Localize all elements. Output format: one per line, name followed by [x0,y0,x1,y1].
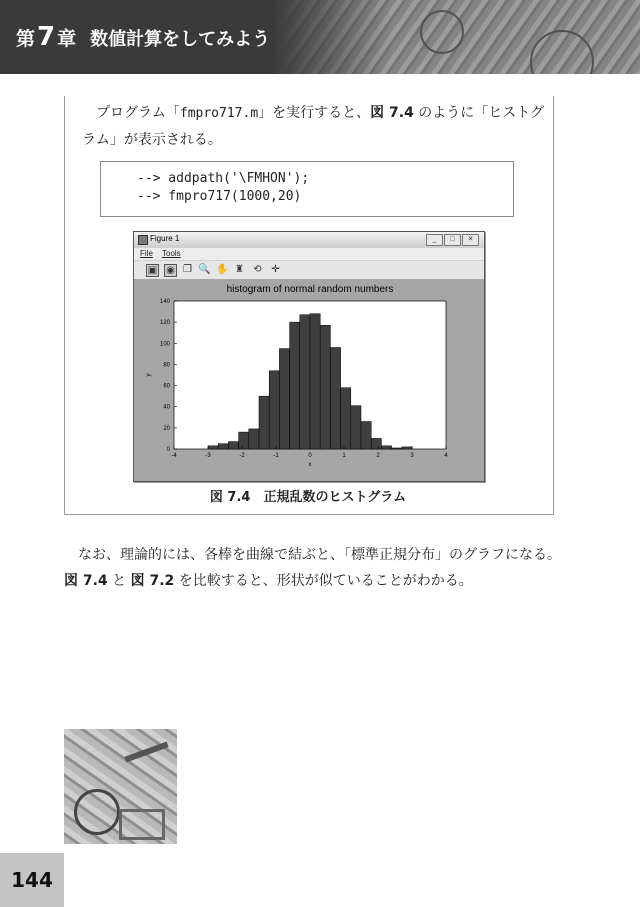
chapter-title: 数値計算をしてみよう [90,29,271,50]
info-icon[interactable]: ◉ [164,264,177,277]
close-button[interactable]: ✕ [462,234,479,246]
code-line: --> fmpro717(1000,20) [137,189,302,204]
histogram-bar [290,322,300,449]
paragraph-text: を比較すると、形状が似ていることがわかる。 [174,573,473,589]
chapter-suffix: 章 [57,28,77,50]
x-tick-label: -3 [205,453,211,459]
header-decorative-image [270,0,640,74]
crosshair-icon[interactable]: ✛ [271,264,280,275]
chapter-prefix: 第 [16,28,36,50]
plot-area [134,279,484,481]
y-tick-label: 100 [159,341,170,348]
intro-text: のように「ヒストグラム」が表示される。 [82,105,545,148]
minimize-button[interactable]: _ [426,234,443,246]
figure-reference: 図 7.4 [64,573,108,589]
figure-toolbar [134,261,484,280]
paragraph-text: なお、理論的には、各棒を曲線で結ぶと、「標準正規分布」のグラフになる。 [78,547,561,563]
y-tick-label: 60 [163,383,170,390]
intro-paragraph [82,100,552,153]
figure-reference: 図 7.4 [370,105,414,121]
window-title: Figure 1 [150,234,180,243]
save-icon[interactable]: ▣ [147,265,158,276]
filename: fmpro717.m [179,106,259,121]
histogram-bar [249,429,259,449]
code-line: --> addpath('\FMHON'); [137,171,310,186]
histogram-bar [269,371,279,449]
x-tick-label: -4 [171,453,177,459]
code-block [100,161,514,217]
x-tick-label: 4 [444,453,448,459]
pan-hand-icon[interactable]: ✋ [216,264,229,275]
x-tick-label: 3 [410,453,414,459]
copy-icon[interactable]: ❐ [183,264,192,275]
histogram-bar [392,448,402,449]
figure-app-icon [138,235,148,245]
histogram-bar [320,325,330,449]
histogram-bar [310,314,320,449]
histogram-bar [361,422,371,449]
x-tick-label: 2 [376,453,380,459]
reset-icon[interactable]: ⟲ [253,264,262,275]
histogram-bar [402,447,412,449]
zoom-icon[interactable]: 🔍 [198,264,211,275]
histogram-bar [239,432,249,449]
chart-title: histogram of normal random numbers [226,284,394,295]
menu-file[interactable]: File [140,249,153,258]
histogram-bar [259,396,269,449]
histogram-bar [228,442,238,449]
decorative-corner-image [64,729,177,844]
x-tick-label: -2 [239,453,245,459]
x-tick-label: 1 [342,453,346,459]
y-axis-label: y [146,373,152,377]
histogram-bar [279,349,289,449]
figure-window [133,231,485,482]
x-tick-label: -1 [273,453,279,459]
x-tick-label: 0 [308,453,312,459]
histogram-bar [351,406,361,449]
histogram-bar [218,444,228,449]
y-tick-label: 140 [159,299,170,305]
chapter-header [0,0,640,74]
y-tick-label: 20 [163,425,170,432]
histogram-bar [330,348,340,449]
histogram-bar [341,388,351,449]
x-axis-label: x [308,462,312,468]
y-tick-label: 40 [163,404,170,411]
body-paragraph [64,542,564,594]
rotate-3d-icon[interactable]: ♜ [235,264,244,275]
menu-tools[interactable]: Tools [162,249,181,258]
y-tick-label: 0 [166,447,170,453]
window-titlebar[interactable] [134,232,484,247]
maximize-button[interactable]: □ [444,234,461,246]
menu-bar [134,248,484,260]
y-tick-label: 120 [159,320,170,327]
histogram-chart [134,279,484,481]
intro-text: プログラム「 [96,105,180,121]
histogram-bar [208,446,218,449]
histogram-bar [381,446,391,449]
y-tick-label: 80 [163,362,170,369]
figure-reference: 図 7.2 [130,573,175,589]
page-number: 144 [0,853,64,907]
histogram-bar [300,315,310,449]
intro-text: 」を実行すると、 [258,105,371,121]
chapter-number: 7 [37,22,56,52]
paragraph-text: と [107,573,131,589]
figure-caption: 図 7.4 正規乱数のヒストグラム [209,490,407,505]
histogram-bar [371,438,381,449]
chapter-heading [16,22,270,52]
